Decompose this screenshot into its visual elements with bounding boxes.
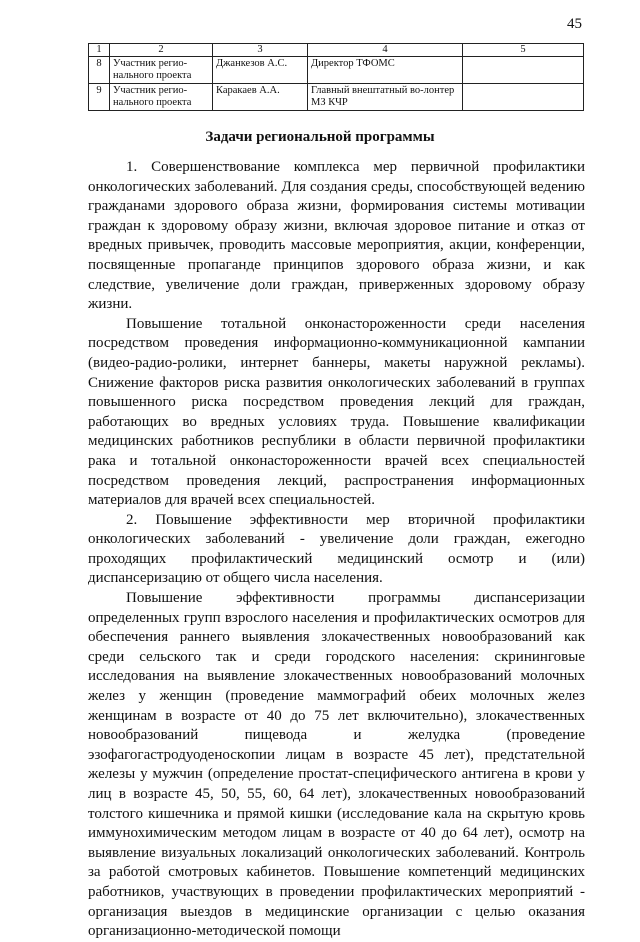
participants-table: [88, 43, 584, 111]
name-cell: Каракаев А.А.: [213, 84, 308, 111]
table-header-row: [89, 44, 584, 57]
table-header-cell: 1: [89, 44, 110, 57]
extra-cell: [463, 57, 584, 84]
table-header-cell: 2: [110, 44, 213, 57]
section-body: [88, 158, 585, 942]
table-row: [89, 57, 584, 84]
position-cell: Главный внештатный во-лонтер МЗ КЧР: [308, 84, 463, 111]
section-title: Задачи региональной программы: [205, 129, 435, 145]
row-number-cell: 8: [89, 57, 110, 84]
page-number: 45: [567, 16, 582, 32]
paragraph: Повышение эффективности программы диспансеризации определенных групп взрослого населения и профилактических осмотров для обеспечения раннего выявления злокачественных новообразований как среди сельского так и среди городского населения: скрининговые исследования на выявление злокачественных новообразований молочных желез у женщин (проведение маммографий обеих молочных желез женщинам в возрасте от 40 до 75 лет включительно), злокачественных новообразований пищевода и желудка (проведение эзофагогастродуоденоскопии лицам в возрасте 45 лет), предстательной железы у мужчин (определение простат-специфического антигена в крови у лиц в возрасте 45, 50, 55, 60, 64 лет), злокачественных новообразований толстого кишечника и прямой кишки (исследование кала на скрытую кровь иммунохимическим методом лицам в возрасте от 40 до 64 лет), осмотр на выявление визуальных локализаций онкологических заболеваний. Контроль за работой смотровых кабинетов. Повышение компетенций медицинских работников, участвующих в проведении профилактических мероприятий - организация выездов в медицинские организации с целью оказания организационно-методической помощи: [88, 590, 585, 940]
table-header-cell: 5: [463, 44, 584, 57]
role-cell: Участник регио-нального проекта: [110, 57, 213, 84]
paragraph: 1. Совершенствование комплекса мер первичной профилактики онкологических заболеваний. Для создания среды, способствующей ведению гражданами здорового образа жизни, формирования системы мотивации граждан к здоровому образу жизни, включая здоровое питание и отказ от вредных привычек, проводить массовые мероприятия, акции, конференции, посвященные пропаганде принципов здорового образа жизни, и как следствие, увеличение доли граждан, приверженных здоровому образу жизни.: [88, 159, 585, 313]
table-header-cell: 3: [213, 44, 308, 57]
role-cell: Участник регио-нального проекта: [110, 84, 213, 111]
name-cell: Джанкезов А.С.: [213, 57, 308, 84]
paragraph: Повышение тотальной онконастороженности среди населения посредством проведения информационно-коммуникационной кампании (видео-радио-ролики, интернет баннеры, макеты наружной рекламы). Снижение факторов риска развития онкологических заболеваний в группах повышенного риска посредством проведения лекций для граждан, работающих во вредных условиях труда. Повышение квалификации медицинских работников республики в области первичной профилактики рака и тотальной онконастороженности врачей всех специальностей посредством проведения лекций, распространения информационных материалов для врачей всех специальностей.: [88, 315, 585, 509]
paragraph: 2. Повышение эффективности мер вторичной профилактики онкологических заболеваний - увеличение доли граждан, ежегодно проходящих профилактический медицинский осмотр и (или) диспансеризацию от общего числа населения.: [88, 511, 585, 587]
row-number-cell: 9: [89, 84, 110, 111]
position-cell: Директор ТФОМС: [308, 57, 463, 84]
extra-cell: [463, 84, 584, 111]
table-row: [89, 84, 584, 111]
table-header-cell: 4: [308, 44, 463, 57]
